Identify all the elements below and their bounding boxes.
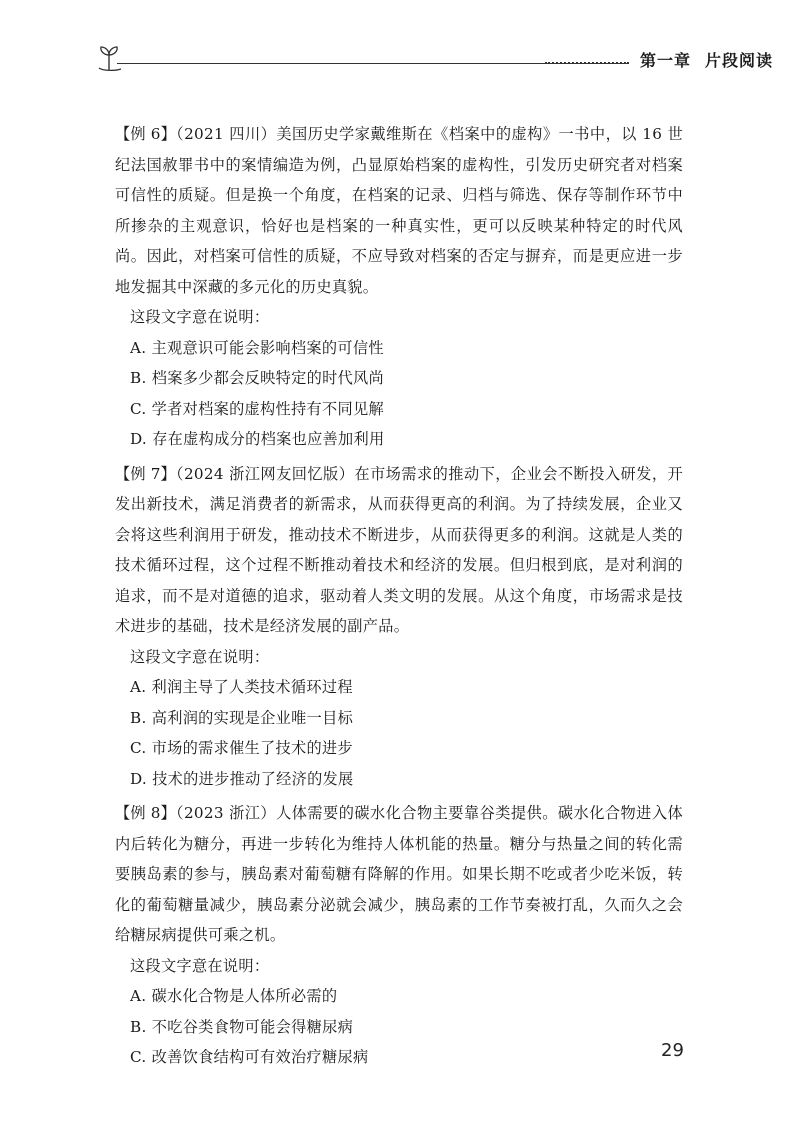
example-source: （2021 四川） bbox=[176, 125, 277, 143]
option-a: A. 主观意识可能会影响档案的可信性 bbox=[130, 338, 384, 357]
chapter-section: 片段阅读 bbox=[705, 51, 774, 70]
question-prompt: 这段文字意在说明： bbox=[130, 308, 270, 326]
example-source: （2024 浙江网友回忆版） bbox=[175, 464, 355, 483]
sprout-icon bbox=[95, 42, 123, 72]
example-stem bbox=[115, 119, 683, 302]
example-7 bbox=[115, 459, 683, 795]
example-source: （2023 浙江） bbox=[175, 804, 277, 822]
example-6 bbox=[115, 119, 683, 455]
running-header bbox=[95, 38, 774, 74]
example-stem bbox=[115, 459, 683, 642]
example-tag: 【例 6】 bbox=[115, 125, 177, 143]
example-tag: 【例 7】 bbox=[115, 464, 176, 483]
option-d: D. 技术的进步推动了经济的发展 bbox=[130, 769, 354, 788]
question-prompt: 这段文字意在说明： bbox=[130, 647, 270, 666]
question-prompt: 这段文字意在说明： bbox=[130, 956, 270, 975]
option-b: B. 不吃谷类食物可能会得糖尿病 bbox=[130, 1017, 354, 1036]
option-b: B. 高利润的实现是企业唯一目标 bbox=[130, 708, 354, 727]
example-tag: 【例 8】 bbox=[115, 804, 176, 822]
chapter-heading bbox=[640, 48, 790, 71]
example-stem bbox=[115, 798, 683, 951]
option-c: C. 学者对档案的虚构性持有不同见解 bbox=[130, 399, 384, 418]
header-rule-dotted bbox=[545, 62, 629, 64]
chapter-number: 第一章 bbox=[640, 51, 692, 70]
example-8 bbox=[115, 798, 683, 1073]
example-text: 美国历史学家戴维斯在《档案中的虚构》一书中，以 16 世纪法国赦罪书中的案情编造为例，凸显原始档案的虚构性，引发历史研究者对档案可信性的质疑。但是换一个角度，在档案的记录、归档与筛选、保存等制作环节中所掺杂的主观意识，恰好也是档案的一种真实性，更可以反映某种特定的时代风尚。因此，对档案可信性的质疑，不应导致对档案的否定与摒弃，而是更应进一步地发掘其中深藏的多元化的历史真貌。 bbox=[115, 125, 683, 296]
example-text: 人体需要的碳水化合物主要靠谷类提供。碳水化合物进入体内后转化为糖分，再进一步转化为维持人体机能的热量。糖分与热量之间的转化需要胰岛素的参与，胰岛素对葡萄糖有降解的作用。如果长期不吃或者少吃米饭，转化的葡萄糖量减少，胰岛素分泌就会减少，胰岛素的工作节奏被打乱，久而久之会给糖尿病提供可乘之机。 bbox=[115, 804, 683, 944]
option-b: B. 档案多少都会反映特定的时代风尚 bbox=[130, 369, 385, 387]
option-c: C. 改善饮食结构可有效治疗糖尿病 bbox=[130, 1048, 369, 1066]
option-c: C. 市场的需求催生了技术的进步 bbox=[130, 739, 353, 757]
page-number: 29 bbox=[661, 1040, 684, 1061]
option-a: A. 碳水化合物是人体所必需的 bbox=[130, 987, 338, 1005]
option-a: A. 利润主导了人类技术循环过程 bbox=[130, 678, 353, 696]
option-d: D. 存在虚构成分的档案也应善加利用 bbox=[130, 430, 385, 448]
example-text: 在市场需求的推动下，企业会不断投入研发，开发出新技术，满足消费者的新需求，从而获得更高的利润。为了持续发展，企业又会将这些利润用于研发，推动技术不断进步，从而获得更多的利润。这就是人类的技术循环过程，这个过程不断推动着技术和经济的发展。但归根到底，是对利润的追求，而不是对道德的追求，驱动着人类文明的发展。从这个角度，市场需求是技术进步的基础，技术是经济发展的副产品。 bbox=[115, 464, 683, 635]
page-content bbox=[115, 119, 683, 1077]
